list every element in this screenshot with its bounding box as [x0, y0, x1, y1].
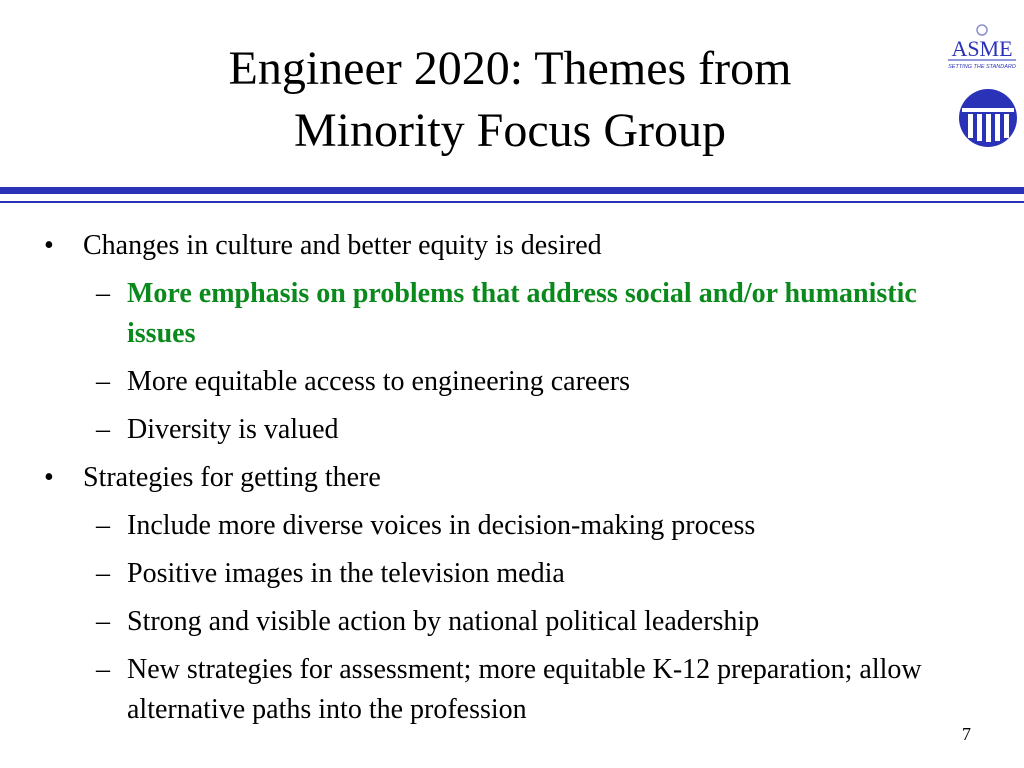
- bullet-marker: •: [44, 230, 54, 261]
- bullet-text: Changes in culture and better equity is desired: [83, 230, 602, 261]
- bullet-item: [44, 458, 974, 498]
- sub-bullet-text: Include more diverse voices in decision-making process: [127, 510, 756, 541]
- sub-bullet-marker: –: [96, 510, 110, 541]
- sub-bullet-marker: –: [96, 558, 110, 589]
- sub-bullet-item: [96, 410, 974, 450]
- header-rule-thin: [0, 201, 1024, 203]
- columns-emblem-icon: [958, 88, 1018, 148]
- sub-bullet-text: New strategies for assessment; more equitable K-12 preparation; allow alternative paths into the profession: [127, 654, 922, 725]
- sub-bullet-marker: –: [96, 414, 110, 445]
- bullet-list: [44, 226, 974, 730]
- page-number: 7: [962, 724, 971, 744]
- sub-bullet-item: [96, 602, 974, 642]
- sub-bullet-marker: –: [96, 654, 110, 685]
- sub-bullet-text: Strong and visible action by national political leadership: [127, 606, 760, 637]
- sub-bullet-item: [96, 506, 974, 546]
- sub-bullet-text: Diversity is valued: [127, 414, 339, 445]
- sub-bullet-marker: –: [96, 366, 110, 397]
- bullet-text: Strategies for getting there: [83, 462, 381, 493]
- sub-bullet-item: [96, 650, 974, 730]
- sub-bullet-marker: –: [96, 606, 110, 637]
- sub-bullet-item: [96, 362, 974, 402]
- sub-bullet-marker: –: [96, 278, 110, 309]
- asme-logo-text: ASME: [951, 36, 1013, 61]
- sub-bullet-text-highlighted: More emphasis on problems that address social and/or humanistic issues: [127, 278, 917, 349]
- title-line-2: Minority Focus Group: [294, 104, 726, 157]
- sub-bullet-item: [96, 274, 974, 354]
- asme-logo: [944, 24, 1020, 72]
- title-line-1: Engineer 2020: Themes from: [228, 42, 792, 95]
- slide-title: [90, 38, 930, 162]
- header-rule-thick: [0, 187, 1024, 194]
- sub-bullet-text: Positive images in the television media: [127, 558, 565, 589]
- asme-logo-tagline: SETTING THE STANDARD: [948, 64, 1016, 70]
- sub-bullet-text: More equitable access to engineering careers: [127, 366, 630, 397]
- bullet-marker: •: [44, 462, 54, 493]
- sub-bullet-item: [96, 554, 974, 594]
- bullet-item: [44, 226, 974, 266]
